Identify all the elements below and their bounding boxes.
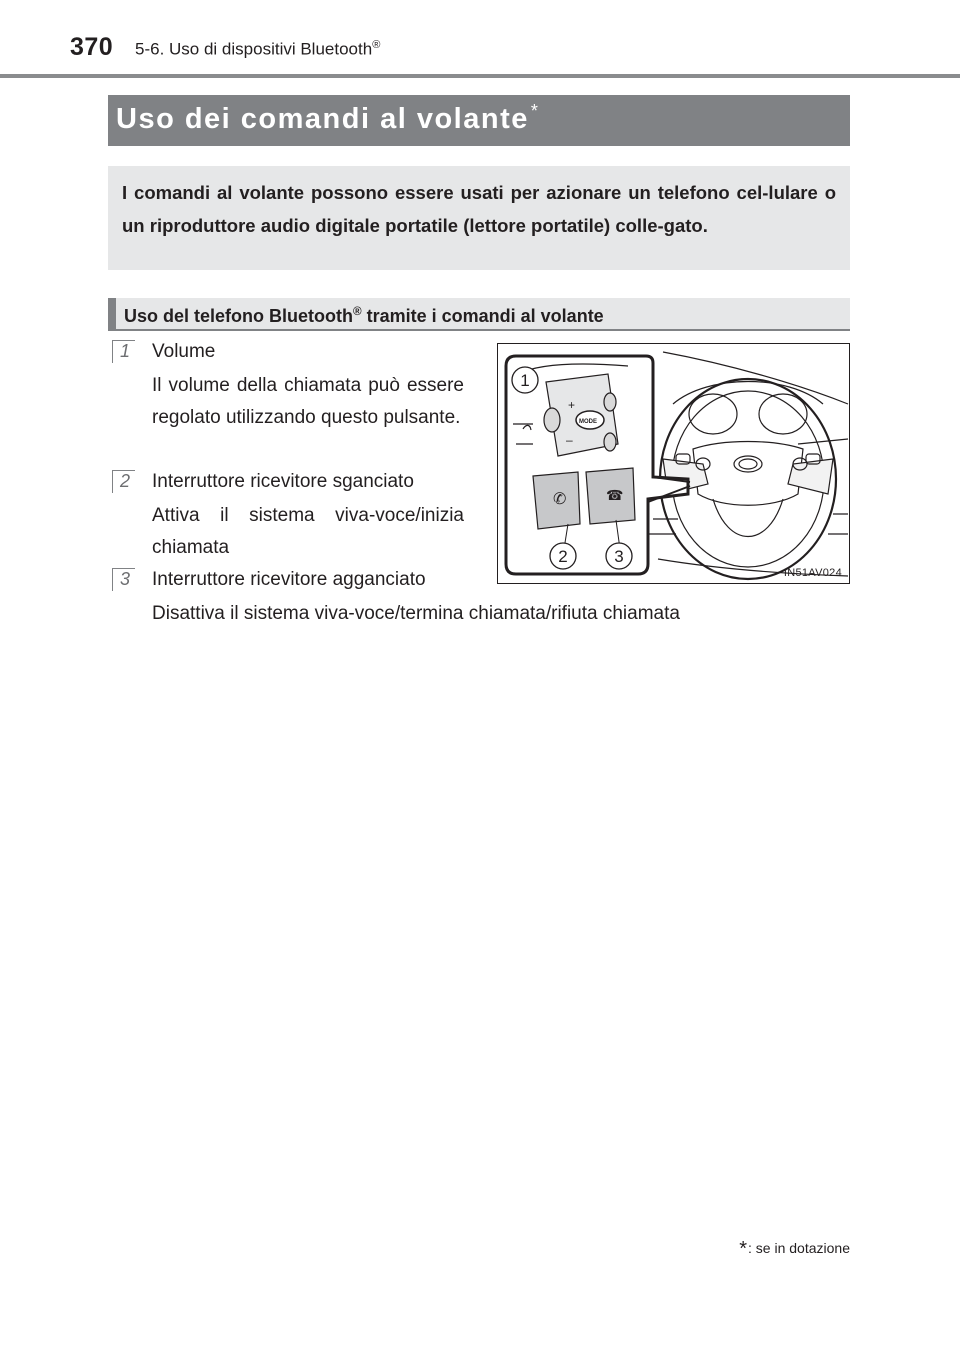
page-number: 370 bbox=[70, 33, 114, 61]
phone-off-hook-icon: ✆ bbox=[553, 489, 567, 508]
item-desc-on-hook: Disattiva il sistema viva-voce/termina chiamata/rifiuta chiamata bbox=[152, 603, 680, 624]
minus-icon: – bbox=[566, 433, 573, 447]
optional-marker: * bbox=[530, 101, 540, 121]
item-number-3: 3 bbox=[112, 568, 138, 590]
subsection-title-prefix: Uso del telefono Bluetooth bbox=[124, 306, 353, 326]
registered-mark: ® bbox=[353, 305, 362, 318]
figure-code: IN51AV024 bbox=[783, 567, 842, 579]
subsection-accent-bar bbox=[108, 298, 116, 331]
callout-3: 3 bbox=[614, 547, 624, 566]
intro-box bbox=[108, 166, 850, 270]
mode-button-label: MODE bbox=[579, 419, 597, 425]
intro-text: I comandi al volante possono essere usati per azionare un telefono cel-lulare o un riproduttore audio digitale portatile (lettore portatile) colle-gato. bbox=[122, 182, 836, 236]
header-rule bbox=[0, 74, 960, 78]
item-title-volume: Volume bbox=[152, 341, 216, 362]
steering-controls-figure bbox=[497, 343, 850, 584]
asterisk-icon: * bbox=[739, 1238, 748, 1260]
chapter-title-text: 5-6. Uso di dispositivi Bluetooth bbox=[135, 39, 373, 59]
item-number-2: 2 bbox=[112, 470, 138, 492]
item-desc-volume: Il volume della chiamata può essere regolato utilizzando questo pulsante. bbox=[152, 375, 464, 428]
registered-mark: ® bbox=[372, 39, 381, 51]
section-title-text: Uso dei comandi al volante bbox=[116, 103, 529, 135]
item-title-off-hook: Interruttore ricevitore sganciato bbox=[152, 471, 414, 492]
steering-wheel-illustration bbox=[498, 344, 850, 584]
callout-1: 1 bbox=[520, 371, 530, 390]
subsection-title bbox=[124, 305, 604, 327]
plus-icon: + bbox=[568, 398, 576, 412]
callout-2: 2 bbox=[558, 547, 568, 566]
item-number-1: 1 bbox=[112, 340, 138, 362]
item-title-on-hook: Interruttore ricevitore agganciato bbox=[152, 569, 426, 590]
item-desc-off-hook: Attiva il sistema viva-voce/inizia chiamata bbox=[152, 505, 464, 558]
subsection-title-suffix: tramite i comandi al volante bbox=[361, 306, 604, 326]
phone-on-hook-icon: ☎ bbox=[606, 488, 624, 504]
footnote-text: : se in dotazione bbox=[748, 1240, 850, 1256]
chapter-title bbox=[135, 39, 380, 60]
section-title bbox=[116, 103, 539, 136]
footnote bbox=[739, 1238, 850, 1261]
